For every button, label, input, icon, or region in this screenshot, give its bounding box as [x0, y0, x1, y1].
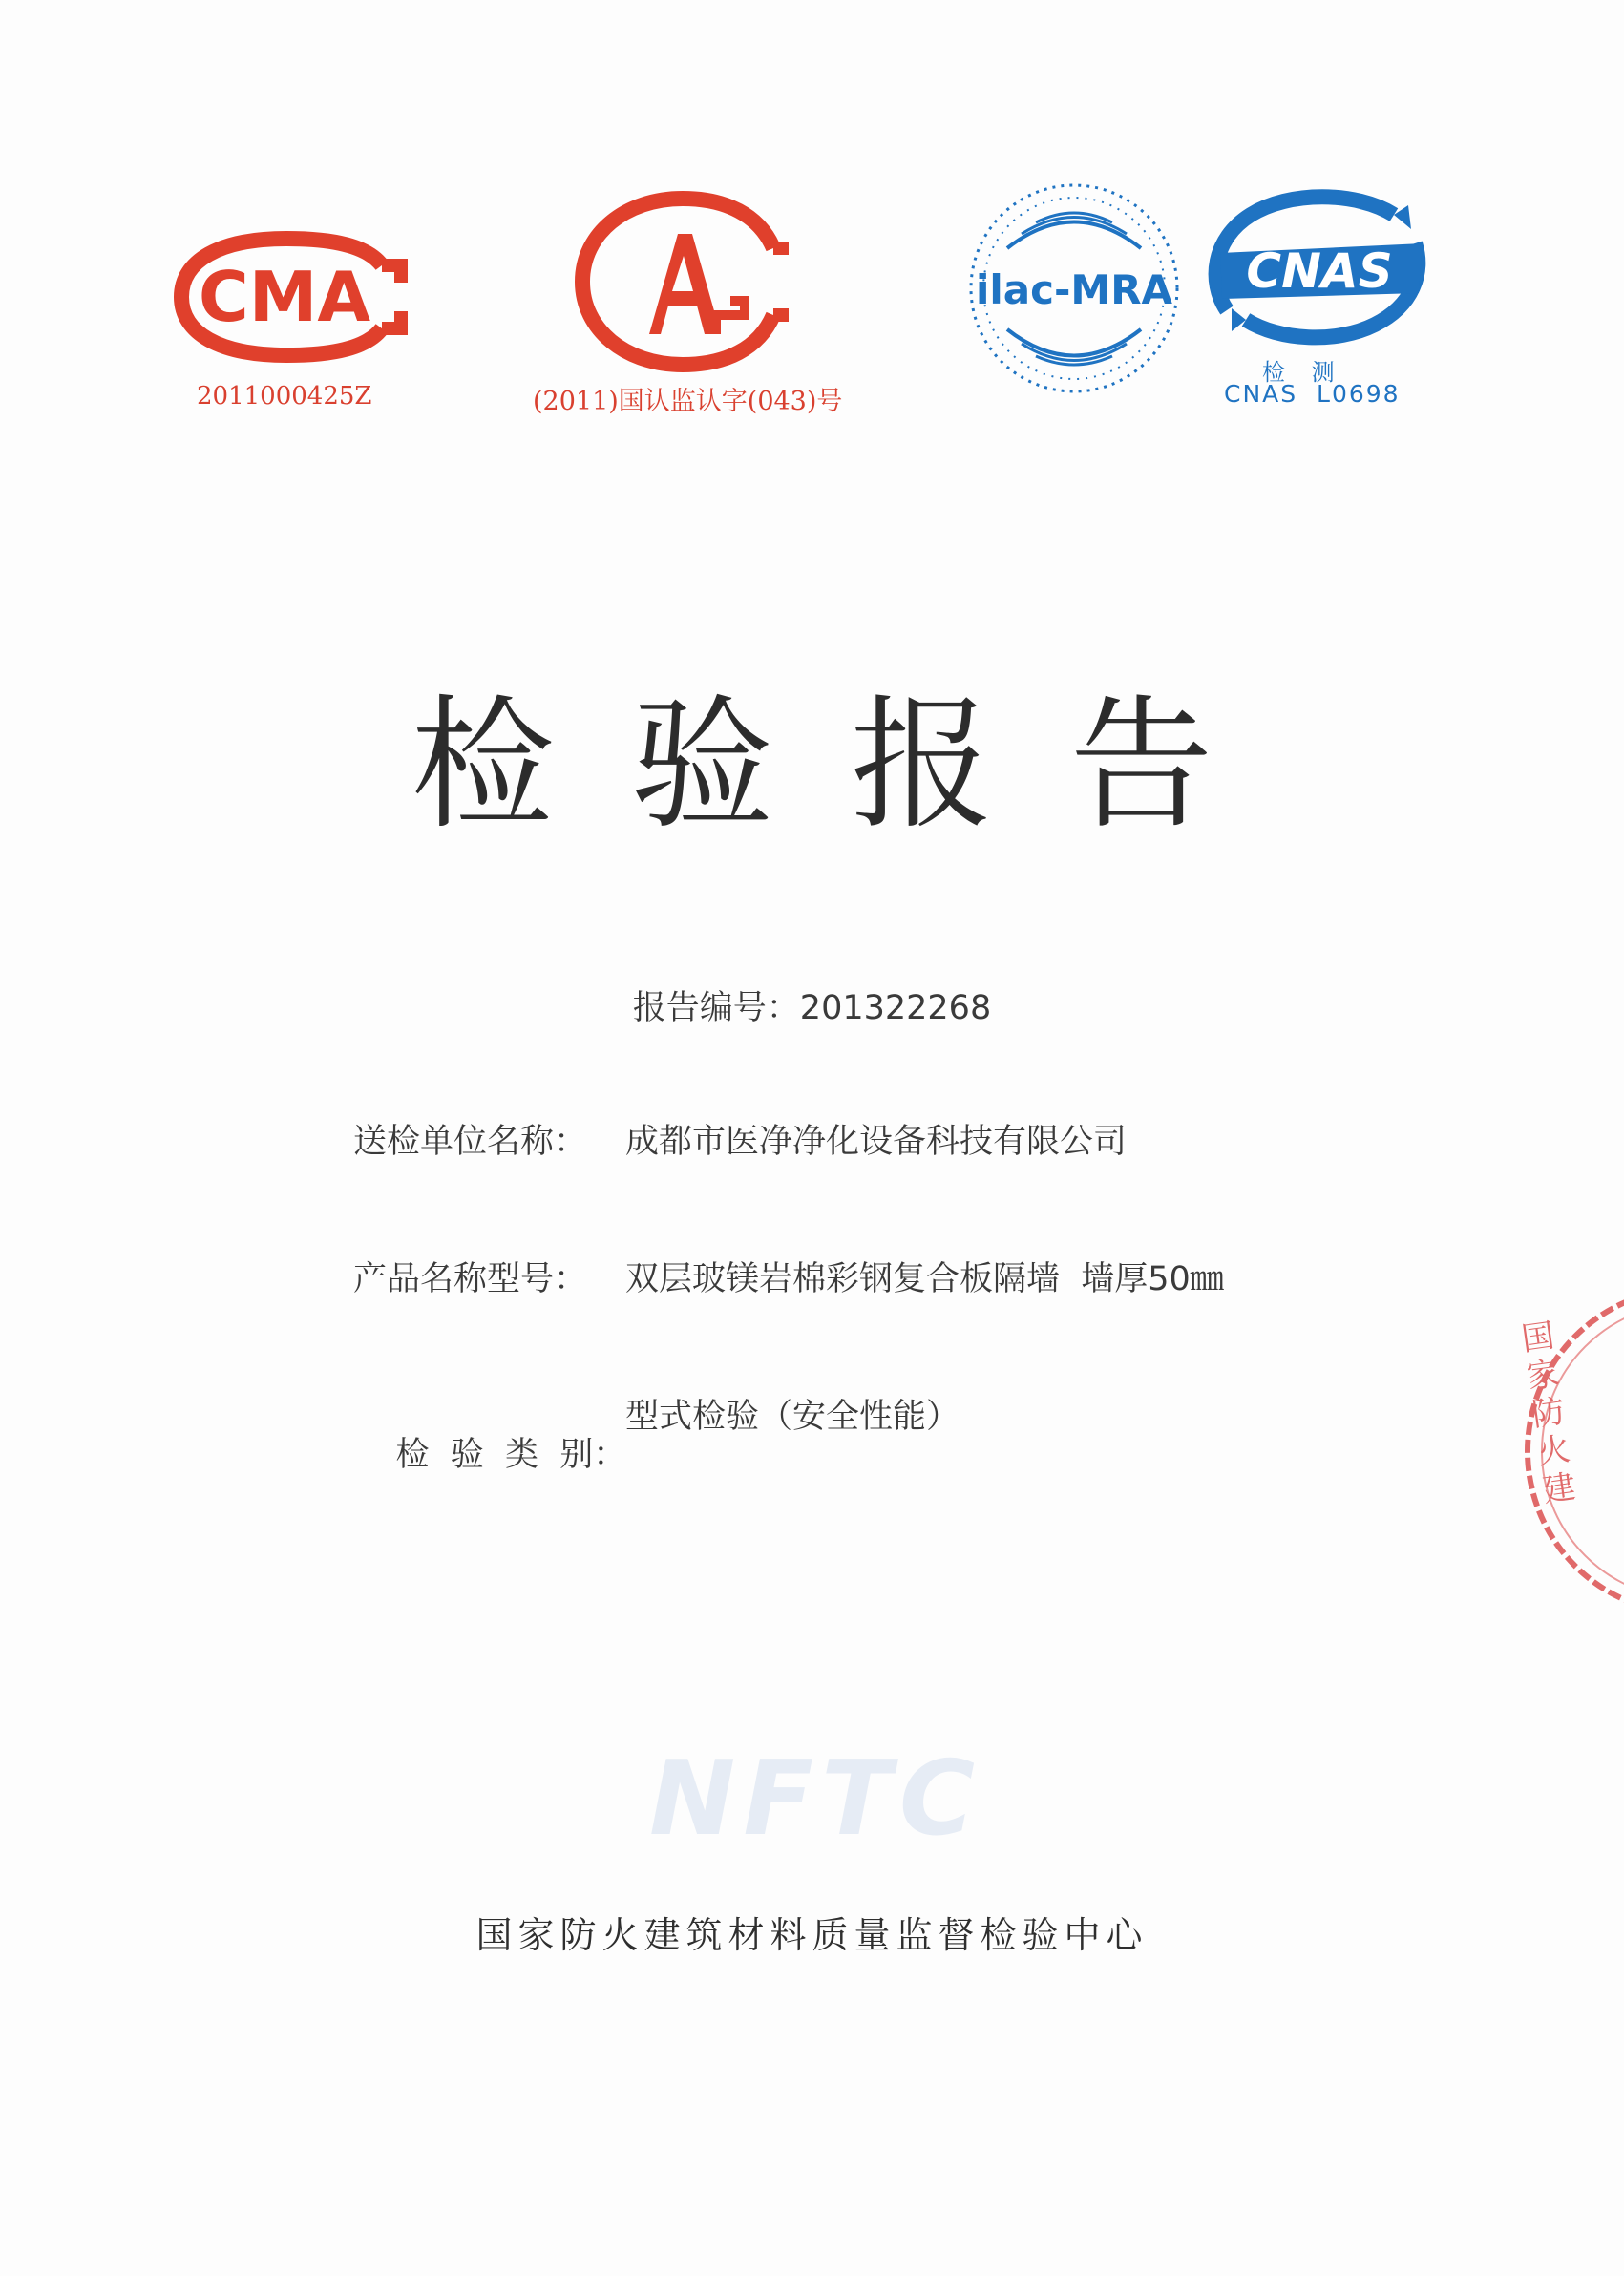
- cnas-sub-label: 检 测: [1262, 359, 1344, 386]
- report-number-label: 报告编号：: [632, 989, 800, 1027]
- ilac-mra-logo: [964, 177, 1184, 401]
- seal-text: 国家防火建: [1519, 1317, 1578, 1510]
- cma-logo: [162, 227, 411, 366]
- cal-caption: (2011)国认监认字(043)号: [533, 387, 843, 416]
- client-name-value: 成都市医净净化设备科技有限公司: [625, 1123, 1128, 1161]
- cnas-number: CNAS L0698: [1224, 380, 1401, 408]
- cma-number: 2011000425Z: [197, 382, 372, 411]
- product-name-row: [353, 1253, 587, 1300]
- cnas-logo: [1203, 186, 1432, 353]
- test-type-row: [353, 1390, 626, 1514]
- report-number-line: [0, 981, 1624, 1029]
- test-type-value: 型式检验（安全性能）: [625, 1398, 960, 1436]
- client-name-label: 送检单位名称：: [353, 1123, 588, 1161]
- report-title: 检验报告: [411, 683, 1290, 849]
- nftc-watermark: NFTC: [649, 1739, 983, 1859]
- ilac-mra-mark: ilac-MRA: [975, 266, 1173, 313]
- report-number-value: 201322268: [799, 989, 992, 1027]
- test-type-label: 检 验 类 别：: [395, 1436, 627, 1474]
- cal-logo: [573, 191, 792, 372]
- product-name-label: 产品名称型号：: [353, 1260, 588, 1298]
- cma-logo-mark: CMA: [198, 257, 371, 337]
- cnas-mark: CNAS: [1246, 243, 1393, 299]
- client-name-row: [353, 1115, 587, 1163]
- product-name-value: 双层玻镁岩棉彩钢复合板隔墙 墙厚50㎜: [625, 1260, 1224, 1298]
- issuing-organization: 国家防火建筑材料质量监督检验中心: [475, 1914, 1149, 1956]
